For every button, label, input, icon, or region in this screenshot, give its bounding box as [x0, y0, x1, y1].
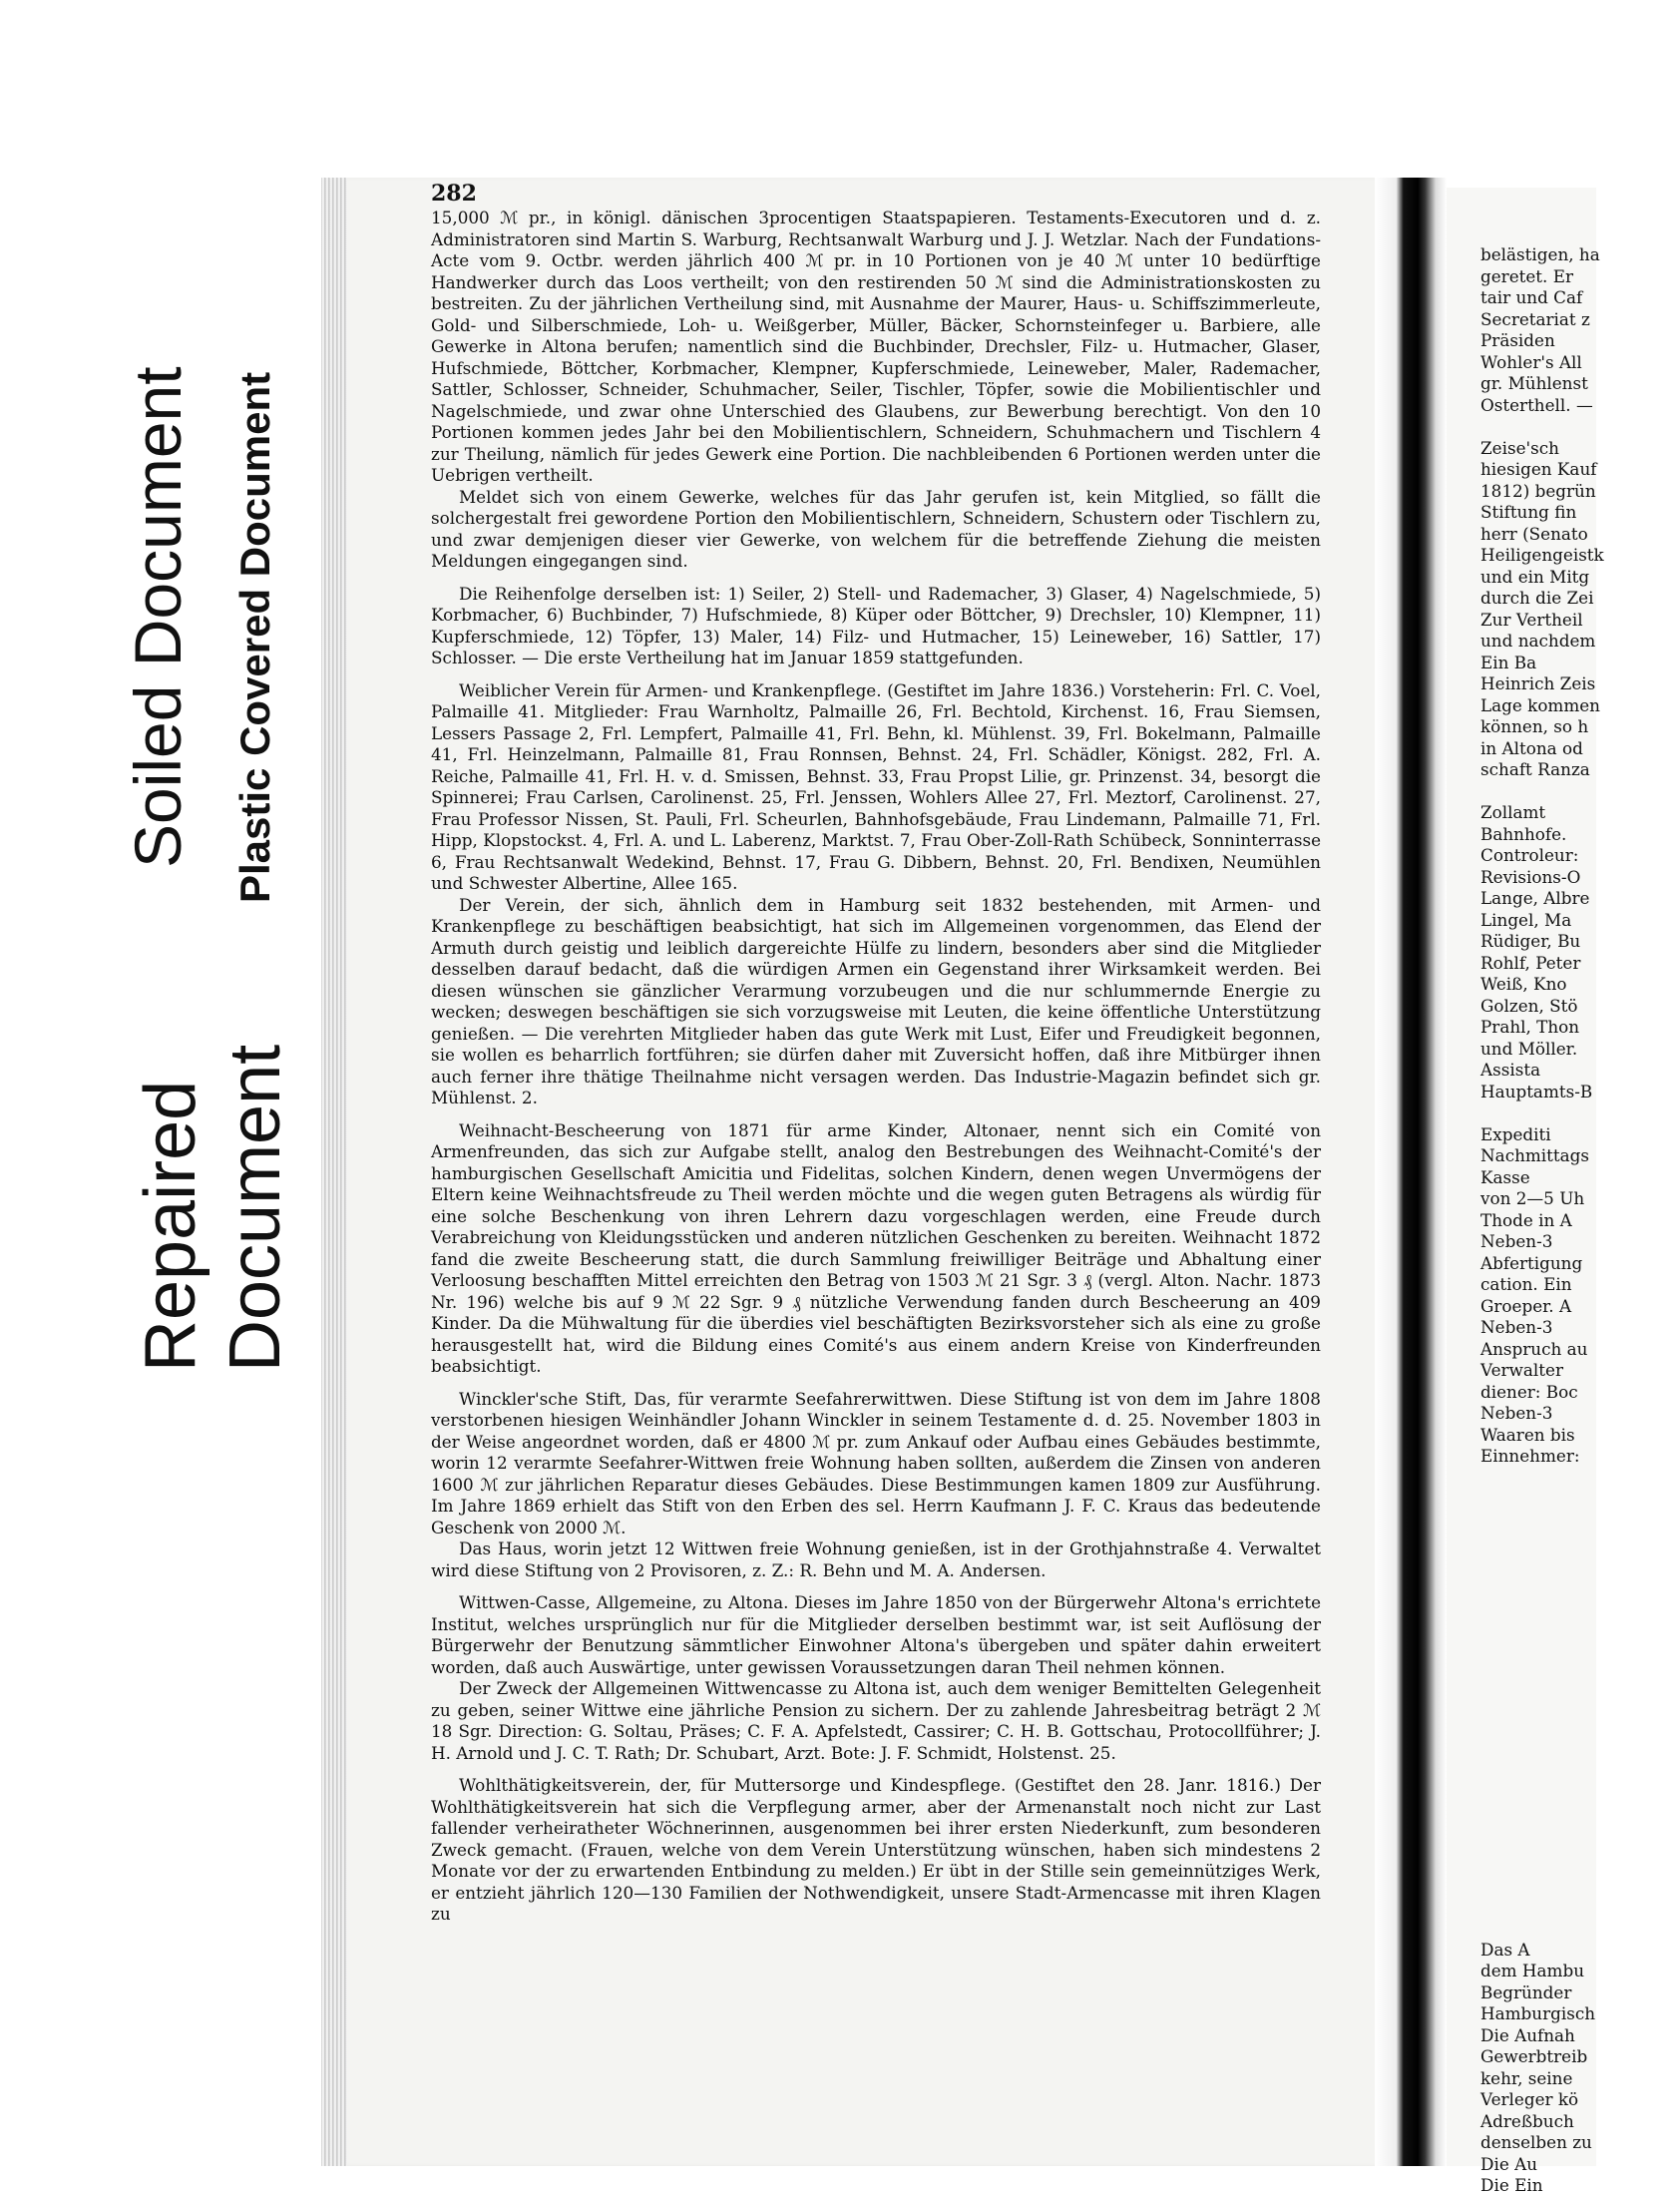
right-page-line	[1480, 1553, 1680, 1575]
right-page-line	[1480, 1789, 1680, 1811]
right-page-line	[1480, 1574, 1680, 1596]
right-page-line: denselben zu	[1480, 2132, 1592, 2152]
paragraph: Der Zweck der Allgemeinen Wittwencasse zu Altona ist, auch dem weniger Bemittelten Gelegenheit zu geben, seiner Wittwe eine jährliche Pension zu sichern. Der zu zahlende Jahresbeitrag beträgt 2 ℳ 18 Sgr. Direction: G. Soltau, Präses; C. F. A. Apfelstedt, Cassirer; C. H. B. Gottschau, Protocollführer; J. H. Arnold und J. C. T. Rath; Dr. Schubart, Arzt. Bote: J. F. Schmidt, Holstenst. 25.	[431, 1678, 1321, 1763]
right-page-line: Thode in A	[1480, 1209, 1572, 1230]
right-page-text	[1480, 244, 1680, 2197]
right-page-line: herr (Senato	[1480, 523, 1588, 544]
right-page-line: geretet. Er	[1480, 265, 1573, 286]
repaired-label: Repaired	[131, 1080, 210, 1372]
right-page-line	[1480, 1725, 1680, 1747]
paragraph: 15,000 ℳ pr., in königl. dänischen 3procentigen Staatspapieren. Testaments-Executoren und d. z. Administratoren sind Martin S. Warburg, Rechtsanwalt Warburg und J. J. Wetzlar. Nach der Fundations-Acte vom 9. Octbr. werden jährlich 400 ℳ pr. in 10 Portionen von je 40 ℳ unter 10 bedürftige Handwerker durch das Loos vertheilt; von den restirenden 50 ℳ sind die Administrationskosten zu bestreiten. Zu der jährlichen Vertheilung sind, mit Ausnahme der Maurer, Haus- u. Schiffszimmerleute, Gold- und Silberschmiede, Loh- u. Weißgerber, Müller, Bäcker, Schornsteinfeger u. Barbiere, alle Gewerke in Altona berufen; namentlich sind die Buchbinder, Drechsler, Filz- u. Hutmacher, Glaser, Hufschmiede, Böttcher, Korbmacher, Klempner, Kupferschmiede, Leineweber, Maler, Rademacher, Sattler, Schlosser, Schneider, Schuhmacher, Seiler, Tischler, Töpfer, sowie die Mobilientischler und Nagelschmiede, und zwar ohne Unterschied des Glaubens, zur Bewerbung berechtigt. Von den 10 Portionen kommen jedes Jahr bei den Mobilientischlern, Schneidern, Schuhmachern und Tischlern 4 zur Theilung, nämlich für jedes Gewerk eine Portion. Die nachbleibenden 6 Portionen werden unter die Uebrigen vertheilt.	[431, 208, 1321, 485]
right-page-line	[1480, 1596, 1680, 1618]
right-page-line: Hauptamts-B	[1480, 1081, 1593, 1101]
right-page-line: von 2—5 Uh	[1480, 1188, 1585, 1208]
right-page-line	[1480, 1511, 1680, 1533]
right-page-line	[1480, 1897, 1680, 1919]
right-page-line: Lange, Albre	[1480, 888, 1590, 908]
right-page-line: Wohler's All	[1480, 351, 1582, 372]
plastic-covered-label: Plastic Covered Document	[231, 371, 278, 903]
right-page-line: Präsiden	[1480, 330, 1555, 350]
right-page-line: cation. Ein	[1480, 1274, 1572, 1294]
paragraph: Weiblicher Verein für Armen- und Krankenpflege. (Gestiftet im Jahre 1836.) Vorsteherin: Frl. C. Voel, Palmaille 41. Mitglieder: Frau Warnholtz, Palmaille 26, Frl. Bechtold, Kirchenst. 16, Frau Siemsen, Lessers Passage 2, Frl. Lempfert, Palmaille 41, Frl. Behn, kl. Mühlenst. 39, Frl. Bokelmann, Palmaille 41, Frl. Heinzelmann, Palmaille 81, Frau Ronnsen, Behnst. 24, Frl. Schädler, Königst. 282, Frl. A. Reiche, Palmaille 41, Frl. H. v. d. Smissen, Behnst. 33, Frau Propst Lilie, gr. Prinzenst. 34, besorgt die Spinnerei; Frau Carlsen, Carolinenst. 25, Frl. Jenssen, Wohlers Allee 27, Frl. Meztorf, Carolinenst. 27, Frau Professor Nissen, St. Pauli, Frl. Scheurlen, Bahnhofsgebäude, Frau Lindemann, Palmaille 71, Frl. Hipp, Klopstockst. 4, Frl. A. und L. Laberenz, Marktst. 7, Frau Ober-Zoll-Rath Schübeck, Sonninterrasse 6, Frau Rechtsanwalt Wedekind, Behnst. 17, Frau G. Dibbern, Behnst. 20, Frl. Bendixen, Neumühlen und Schwester Albertine, Allee 165.	[431, 679, 1321, 893]
right-page-line: Waaren bis	[1480, 1424, 1575, 1445]
right-page-line: belästigen, ha	[1480, 244, 1600, 264]
right-page-line: Die Aufnah	[1480, 2024, 1575, 2045]
right-page-line: Rüdiger, Bu	[1480, 931, 1581, 951]
right-page-line: Assista	[1480, 1060, 1541, 1080]
paragraph: Das Haus, worin jetzt 12 Wittwen freie Wohnung genießen, ist in der Grothjahnstraße 4. Verwaltet wird diese Stiftung von 2 Provisoren, z. Z.: R. Behn und M. A. Andersen.	[431, 1538, 1321, 1580]
right-page-line: Prahl, Thon	[1480, 1017, 1580, 1037]
right-page-line	[1480, 1703, 1680, 1725]
right-page-line: Einnehmer:	[1480, 1446, 1580, 1466]
paragraph: Der Verein, der sich, ähnlich dem in Hamburg seit 1832 bestehenden, mit Armen- und Krankenpflege zu beschäftigen beabsichtigt, hat sich im Allgemeinen vorgenommen, das Elend der Armuth durch geistig und leiblich dargereichte Hülfe zu lindern, besonders aber sind die Mitglieder desselben darauf bedacht, daß die würdigen Armen ein Gegenstand ihrer Wirksamkeit werden. Bei diesen wünschen sie gänzlicher Verarmung vorzubeugen und die nur schlummernde Energie zu wecken; deswegen beschäftigen sie sich vorzugsweise mit Leuten, die keine öffentliche Unterstützung genießen. — Die verehrten Mitglieder haben das gute Werk mit Lust, Eifer und Freudigkeit begonnen, sie wollen es beharrlich fortführen; sie dürfen daher mit Zuversicht hoffen, daß ihre Mitbürger ihnen auch ferner ihre thätige Theilnahme nicht versagen werden. Das Industrie-Magazin befindet sich gr. Mühlenst. 2.	[431, 894, 1321, 1107]
right-page-line: Heiligengeistk	[1480, 545, 1604, 565]
right-page-line: Heinrich Zeis	[1480, 673, 1596, 693]
right-page-line: Neben-3	[1480, 1403, 1553, 1423]
right-page-line: Stiftung fin	[1480, 502, 1577, 522]
right-page-line: Secretariat z	[1480, 308, 1590, 329]
right-page-line: Verwalter	[1480, 1360, 1563, 1380]
right-page-line: 1812) begrün	[1480, 480, 1596, 501]
right-page-line: kehr, seine	[1480, 2067, 1573, 2088]
right-page-line: Zeise'sch	[1480, 437, 1559, 458]
paragraph: Meldet sich von einem Gewerke, welches für das Jahr gerufen ist, kein Mitglied, so fällt die solchergestalt frei gewordene Portion den Mobilientischlern, Schneidern, Schustern oder Tischlern zu, und zwar demjenigen dieser vier Gewerke, von welchem für die betreffende Ziehung die meisten Meldungen eingegangen sind.	[431, 486, 1321, 571]
right-page-line: Verleger kö	[1480, 2089, 1579, 2109]
right-page-line: Revisions-O	[1480, 866, 1581, 887]
right-page-line: Ein Ba	[1480, 652, 1537, 672]
right-page-line: Osterthell. —	[1480, 394, 1593, 415]
paragraph: Weihnacht-Bescheerung von 1871 für arme Kinder, Altonaer, nennt sich ein Comité von Armenfreunden, das sich zur Aufgabe stellt, analog den Bestrebungen des Weihnacht-Comité's der hamburgischen Gesellschaft Amicitia und Fidelitas, solchen Kindern, denen wegen Unvermögens der Eltern keine Weihnachtsfreude zu Theil werden möchte und die wegen guten Betragens als würdig für eine solche Beschenkung von ihren Lehrern dazu vorgeschlagen werden, eine Freude durch Verabreichung von Kleidungsstücken und anderen nützlichen Geschenken zu bereiten. Weihnacht 1872 fand die zweite Bescheerung statt, die durch Sammlung freiwilliger Beiträge und Abhaltung einer Verloosung beschafften Mittel erreichten den Betrag von 1503 ℳ 21 Sgr. 3 ₰ (vergl. Alton. Nachr. 1873 Nr. 196) welche bis auf 9 ℳ 22 Sgr. 9 ₰ nützliche Verwendung fanden durch Bescheerung an 409 Kinder. Da die Mühwaltung für die überdies viel beschäftigten Bezirksvorsteher sich als eine zu große herausgestellt hat, wird die Bildung eines Comité's aus einem andern Kreise von Kinderfreunden beabsichtigt.	[431, 1119, 1321, 1376]
right-page-line	[1480, 1639, 1680, 1661]
right-page-line: durch die Zei	[1480, 588, 1594, 608]
paragraph: Wittwen-Casse, Allgemeine, zu Altona. Dieses im Jahre 1850 von der Bürgerwehr Altona's errichtete Institut, welches ursprünglich nur für die Mitglieder derselben bestimmt war, ist seit Auflösung der Bürgerwehr der Benutzung sämmtlicher Einwohner Altona's übergeben und später dahin erweitert worden, daß auch Auswärtige, unter gewissen Voraussetzungen daran Theil nehmen können.	[431, 1592, 1321, 1677]
right-page-line	[1480, 1617, 1680, 1639]
right-page-line	[1480, 1832, 1680, 1854]
right-page-line: Begründer	[1480, 1981, 1572, 2002]
right-page-line	[1480, 1489, 1680, 1511]
right-page-line: Rohlf, Peter	[1480, 952, 1581, 973]
right-page-line: Die Ein	[1480, 2175, 1543, 2195]
right-page-line: Weiß, Kno	[1480, 974, 1567, 994]
document-label: Document	[215, 1044, 295, 1372]
right-page-line: schaft Ranza	[1480, 759, 1590, 779]
right-page-line: Neben-3	[1480, 1317, 1553, 1337]
right-page-line: Das A	[1480, 1939, 1530, 1960]
right-page-line	[1480, 781, 1680, 803]
right-page-line: Zollamt	[1480, 802, 1546, 822]
right-page-line: Nachmittags	[1480, 1145, 1590, 1165]
right-page-line: tair und Caf	[1480, 287, 1583, 307]
right-page-line	[1480, 1811, 1680, 1833]
right-page-line: können, so h	[1480, 716, 1589, 736]
right-page-line: Abfertigung	[1480, 1252, 1583, 1273]
right-page-line	[1480, 1468, 1680, 1490]
paragraph: Die Reihenfolge derselben ist: 1) Seiler, 2) Stell- und Rademacher, 3) Glaser, 4) Nagelschmiede, 5) Korbmacher, 6) Buchbinder, 7) Hufschmiede, 8) Küper oder Böttcher, 9) Drechsler, 10) Klempner, 11) Kupferschmiede, 12) Töpfer, 13) Maler, 14) Filz- und Hutmacher, 15) Leineweber, 16) Sattler, 17) Schlosser. — Die erste Vertheilung hat im Januar 1859 stattgefunden.	[431, 583, 1321, 667]
right-page-line	[1480, 1746, 1680, 1768]
right-page-line	[1480, 1532, 1680, 1553]
right-page-line: Expediti	[1480, 1123, 1551, 1144]
paragraph: Winckler'sche Stift, Das, für verarmte Seefahrerwittwen. Diese Stiftung ist von dem im Jahre 1808 verstorbenen hiesigen Weinhändler Johann Winckler in seinem Testamente d. d. 25. November 1803 in der Weise angeordnet worden, daß er 4800 ℳ pr. zum Ankauf oder Aufbau eines Gebäudes bestimmte, worin 12 verarmte Seefahrer-Wittwen freie Wohnung haben sollten, außerdem die Zinsen von anderen 1600 ℳ zur jährlichen Reparatur dieses Gebäudes. Diese Bestimmungen kamen 1809 zur Ausführung. Im Jahre 1869 erhielt das Stift von den Erben des sel. Herrn Kaufmann J. F. C. Kraus das bedeutende Geschenk von 2000 ℳ.	[431, 1388, 1321, 1538]
right-page-line: Golzen, Stö	[1480, 995, 1578, 1016]
right-page-line: Gewerbtreib	[1480, 2046, 1588, 2066]
right-page-line: Lingel, Ma	[1480, 909, 1572, 930]
right-page-line: diener: Boc	[1480, 1381, 1578, 1402]
right-page-line: Neben-3	[1480, 1231, 1553, 1251]
right-page-line: Groeper. A	[1480, 1295, 1572, 1316]
right-page-line: und ein Mitg	[1480, 566, 1590, 587]
page-edge	[321, 178, 347, 2166]
right-page-line: Bahnhofe.	[1480, 823, 1567, 844]
right-page-line	[1480, 1875, 1680, 1897]
right-page-line: Hamburgisch	[1480, 2003, 1596, 2023]
right-page-line: Die Au	[1480, 2153, 1538, 2174]
right-page-line: Adreßbuch	[1480, 2110, 1574, 2131]
right-page-line	[1480, 1660, 1680, 1682]
right-page-line	[1480, 1682, 1680, 1704]
right-page-line: und Möller.	[1480, 1038, 1578, 1059]
right-page	[1447, 188, 1604, 2195]
right-page-line: Controleur:	[1480, 845, 1579, 865]
soiled-document-label: Soiled Document	[121, 366, 195, 868]
right-page-line	[1480, 1768, 1680, 1790]
right-page-line: in Altona od	[1480, 737, 1583, 758]
right-page-line	[1480, 416, 1680, 438]
right-page-line	[1480, 1102, 1680, 1124]
right-page-line: Zur Vertheil	[1480, 609, 1583, 630]
right-page-line: Lage kommen	[1480, 694, 1600, 715]
right-page-line: gr. Mühlenst	[1480, 373, 1588, 393]
page-text	[431, 208, 1321, 1926]
right-page-line: Anspruch au	[1480, 1338, 1588, 1359]
book-binding	[1375, 178, 1447, 2166]
right-page-line: und nachdem	[1480, 631, 1596, 651]
page-number: 282	[431, 181, 477, 207]
right-page-line: hiesigen Kauf	[1480, 459, 1597, 479]
paragraph: Wohlthätigkeitsverein, der, für Muttersorge und Kindespflege. (Gestiftet den 28. Janr. 1816.) Der Wohlthätigkeitsverein hat sich die Verpflegung armer, aber der Armenanstalt noch nicht zur Last fallender verheiratheter Wöchnerinnen, ausgenommen bei ihrer ersten Niederkunft, zum besonderen Zweck gemacht. (Frauen, welche von dem Verein Unterstützung wünschen, haben sich mindestens 2 Monate vor der zu erwartenden Entbindung zu melden.) Er übt in der Stille sein gemeinnütziges Werk, er entzieht jährlich 120—130 Familien der Nothwendigkeit, unsere Stadt-Armencasse mit ihren Klagen zu	[431, 1775, 1321, 1924]
right-page-line	[1480, 1918, 1680, 1940]
right-page-line	[1480, 1854, 1680, 1876]
right-page-line: dem Hambu	[1480, 1961, 1585, 1980]
right-page-line: Kasse	[1480, 1166, 1530, 1187]
